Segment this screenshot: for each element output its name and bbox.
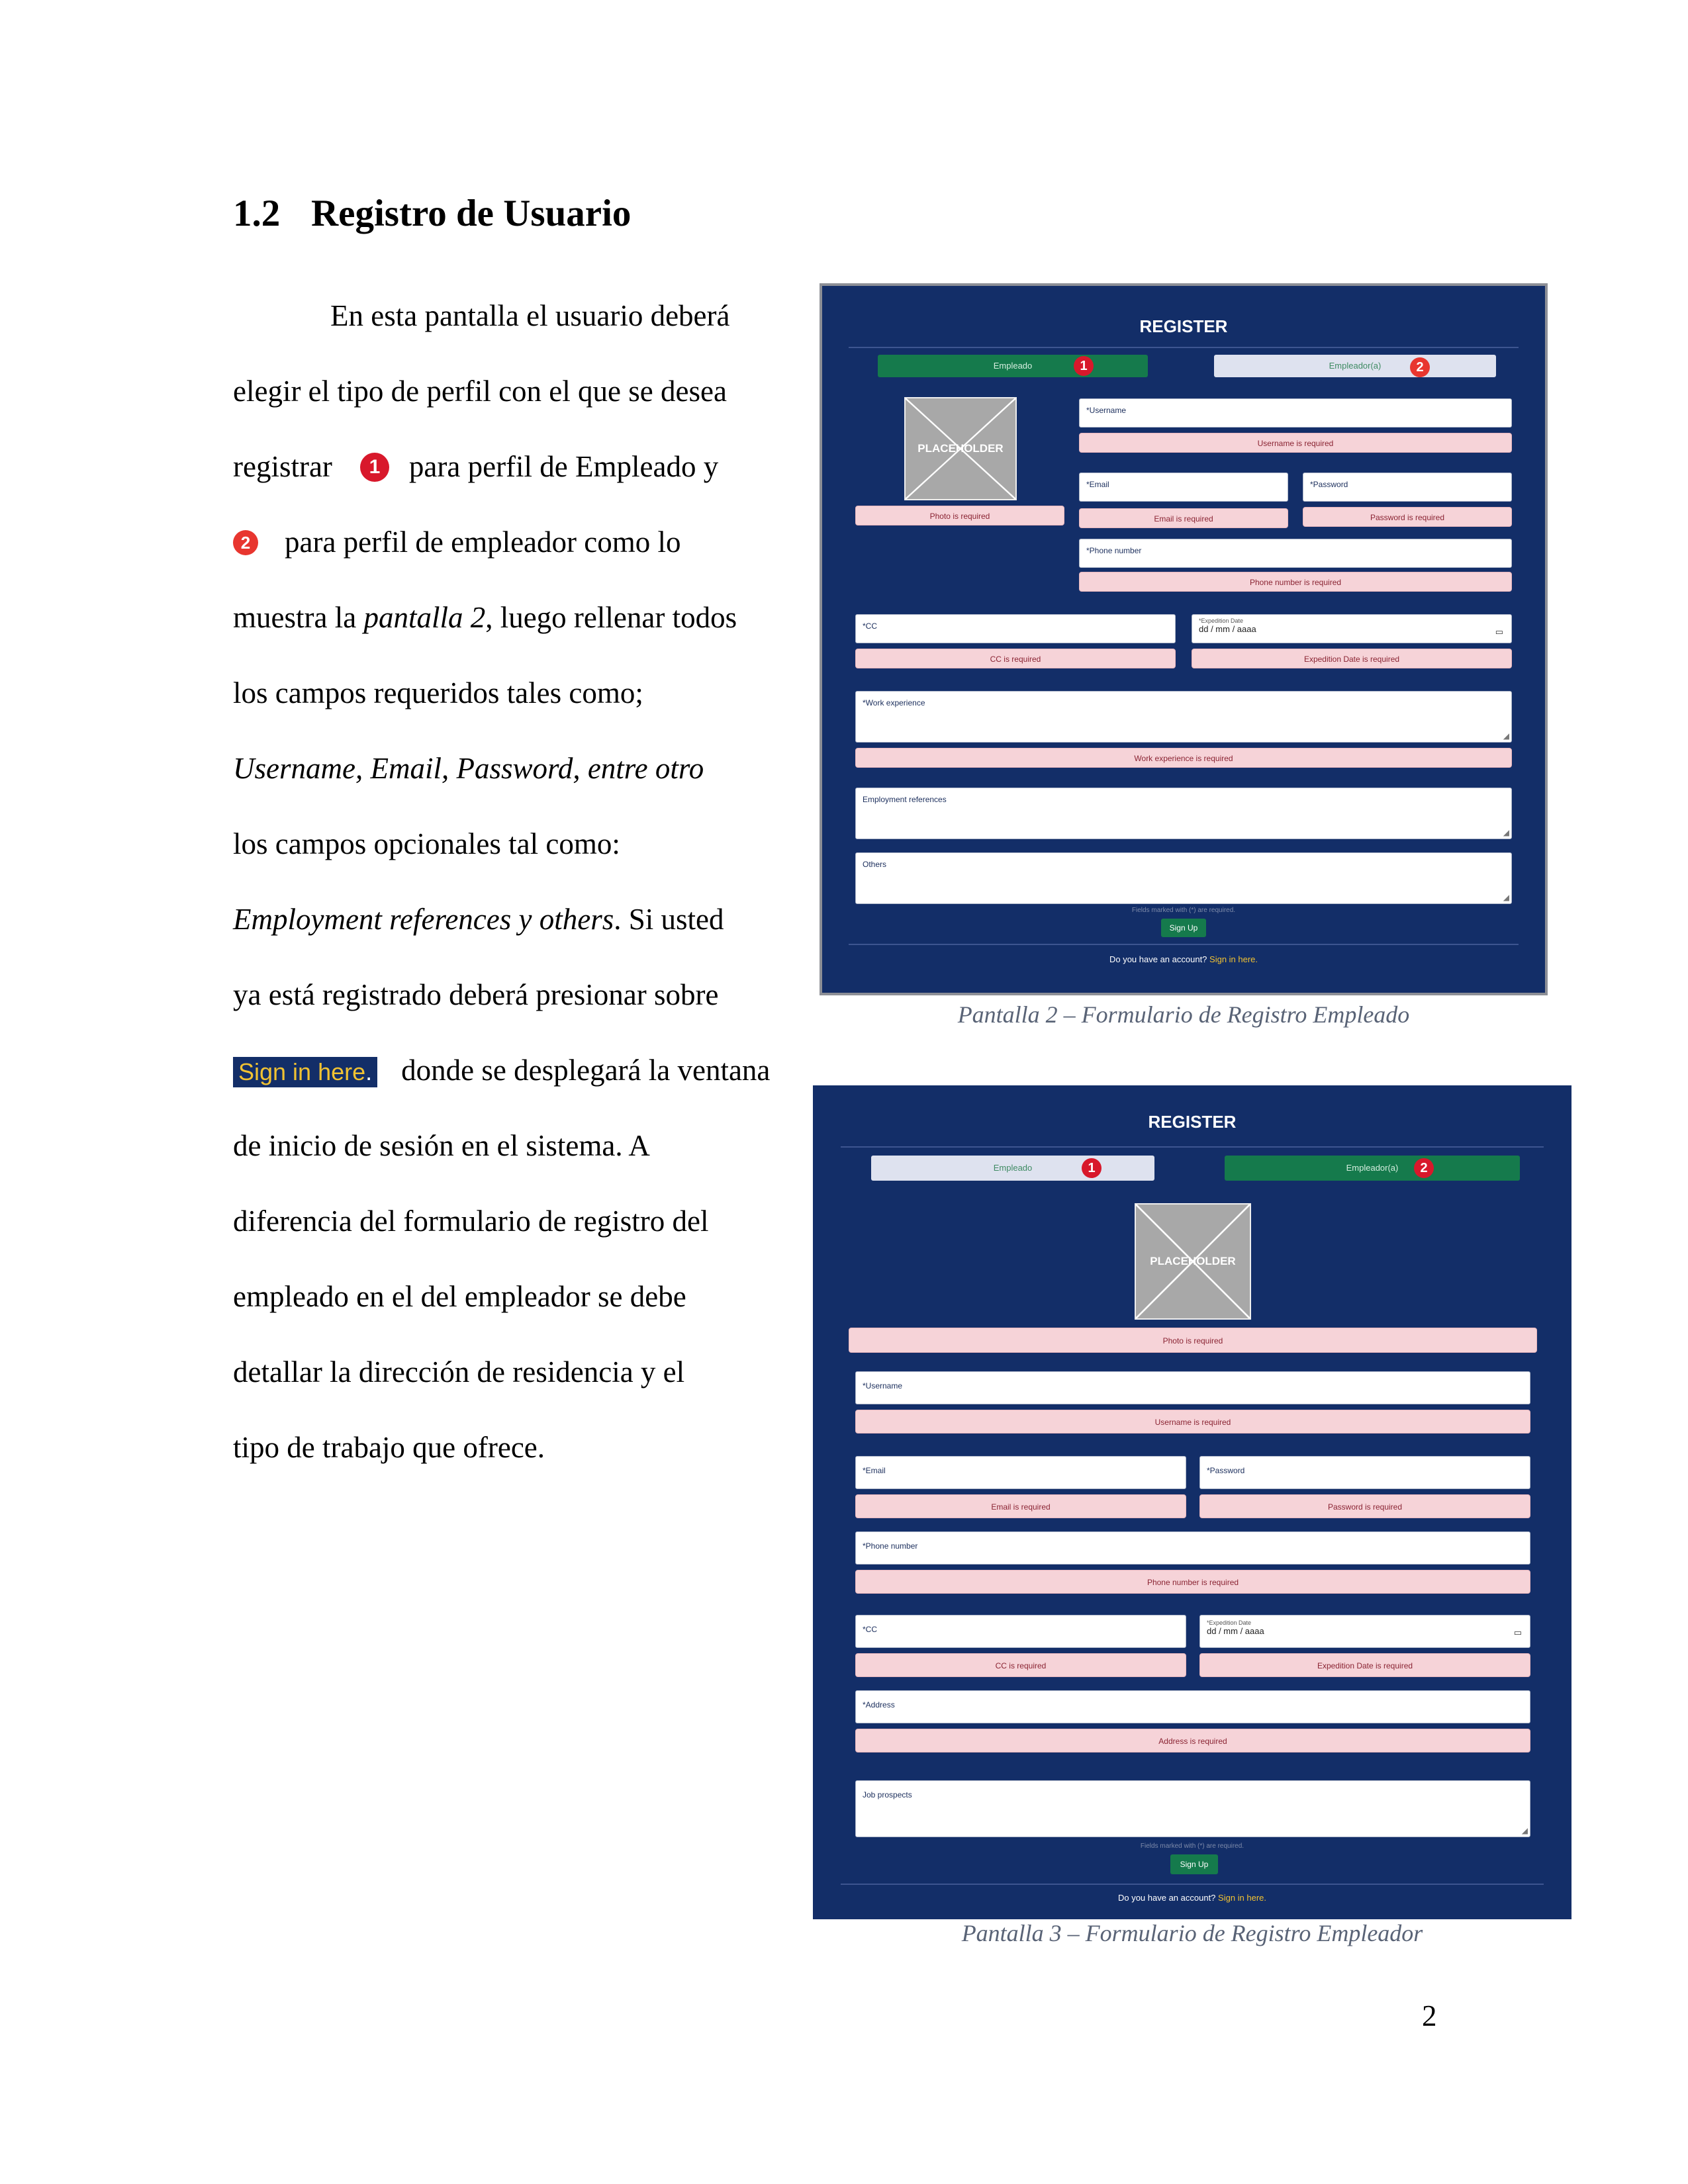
resize-grip-icon[interactable]: ◢ xyxy=(1503,731,1509,741)
others-label: Others xyxy=(863,860,887,869)
sign-in-link[interactable]: Sign in here. xyxy=(1218,1893,1267,1903)
tab-employer[interactable] xyxy=(1214,355,1496,377)
expedition-date-value: dd / mm / aaaa xyxy=(1207,1626,1264,1636)
divider xyxy=(841,1146,1544,1148)
resize-grip-icon[interactable]: ◢ xyxy=(1521,1826,1528,1835)
username-input[interactable]: *Username xyxy=(1079,398,1512,428)
badge-two-icon: 2 xyxy=(233,530,258,555)
tab-employer-label: Empleador(a) xyxy=(1329,361,1382,371)
tab-employee[interactable] xyxy=(878,355,1148,377)
text-line: elegir el tipo de perfil con el que se desea xyxy=(233,375,727,408)
email-error: Email is required xyxy=(855,1494,1186,1518)
text-span: , luego rellenar todos xyxy=(485,601,737,634)
expedition-date-error: Expedition Date is required xyxy=(1192,649,1512,668)
account-question: Do you have an account? xyxy=(1117,1893,1216,1903)
email-error: Email is required xyxy=(1079,508,1288,528)
phone-input[interactable]: *Phone number xyxy=(1079,539,1512,568)
text-span: pantalla 2 xyxy=(363,601,486,634)
text-line: En esta pantalla el usuario deberá xyxy=(330,299,730,332)
text-line xyxy=(233,580,802,655)
job-prospects-label: Job prospects xyxy=(863,1790,912,1799)
cc-input[interactable]: *CC xyxy=(855,614,1176,643)
photo-placeholder[interactable] xyxy=(1135,1203,1251,1320)
resize-grip-icon[interactable]: ◢ xyxy=(1503,828,1509,837)
text-line: de inicio de sesión en el sistema. A xyxy=(233,1129,650,1162)
text-line: los campos requeridos tales como; xyxy=(233,676,643,709)
tab-employee[interactable] xyxy=(871,1156,1154,1181)
phone-error: Phone number is required xyxy=(1079,572,1512,592)
password-input[interactable]: *Password xyxy=(1199,1456,1530,1489)
account-footer xyxy=(813,1893,1571,1903)
sign-in-link[interactable]: Sign in here. xyxy=(1209,954,1258,964)
text-line xyxy=(233,1032,802,1108)
photo-error: Photo is required xyxy=(849,1328,1537,1353)
badge-one-icon: 1 xyxy=(360,453,389,482)
cc-error: CC is required xyxy=(855,649,1176,668)
account-question: Do you have an account? xyxy=(1109,954,1207,964)
placeholder-label: PLACEHOLDER xyxy=(917,442,1004,455)
section-title: Registro de Usuario xyxy=(311,193,632,234)
address-error: Address is required xyxy=(855,1729,1530,1752)
username-input[interactable]: *Username xyxy=(855,1371,1530,1404)
username-error: Username is required xyxy=(1079,433,1512,453)
badge-two-icon: 2 xyxy=(1410,357,1430,377)
sign-in-link-dot: . xyxy=(365,1058,373,1085)
calendar-icon[interactable]: ▭ xyxy=(1495,627,1503,637)
username-error: Username is required xyxy=(855,1410,1530,1433)
email-input[interactable]: *Email xyxy=(855,1456,1186,1489)
divider xyxy=(849,944,1519,945)
sign-up-button[interactable]: Sign Up xyxy=(1170,1854,1218,1874)
text-line xyxy=(233,731,802,806)
photo-placeholder[interactable] xyxy=(904,397,1017,500)
sign-in-link[interactable] xyxy=(233,1057,377,1087)
section-heading xyxy=(233,192,631,235)
sign-in-link-text: Sign in here xyxy=(238,1058,366,1085)
calendar-icon[interactable]: ▭ xyxy=(1513,1627,1522,1637)
text-span: . Si usted xyxy=(614,903,724,936)
job-prospects-textarea[interactable] xyxy=(855,1780,1530,1837)
badge-two-icon: 2 xyxy=(1414,1158,1434,1178)
phone-error: Phone number is required xyxy=(855,1570,1530,1594)
expedition-date-error: Expedition Date is required xyxy=(1199,1653,1530,1677)
password-error: Password is required xyxy=(1199,1494,1530,1518)
divider xyxy=(841,1884,1544,1885)
text-line: diferencia del formulario de registro del xyxy=(233,1205,709,1238)
text-line xyxy=(233,882,802,957)
text-line: detallar la dirección de residencia y el xyxy=(233,1355,685,1388)
form-title: REGISTER xyxy=(1139,316,1228,336)
expedition-date-label: *Expedition Date xyxy=(1199,617,1244,624)
work-experience-label: *Work experience xyxy=(863,698,925,707)
badge-one-icon: 1 xyxy=(1082,1158,1102,1178)
text-span: para perfil de empleador como lo xyxy=(285,525,681,559)
others-textarea[interactable] xyxy=(855,852,1512,904)
text-line: tipo de trabajo que ofrece. xyxy=(233,1431,545,1464)
phone-input[interactable]: *Phone number xyxy=(855,1531,1530,1565)
tab-employee-label: Empleado xyxy=(993,361,1033,371)
tab-employer-label: Empleador(a) xyxy=(1346,1163,1399,1173)
expedition-date-label: *Expedition Date xyxy=(1207,1619,1252,1626)
text-line xyxy=(233,429,802,504)
page-number: 2 xyxy=(1422,1999,1437,2032)
text-span: donde se desplegará la ventana xyxy=(401,1054,771,1087)
placeholder-label: PLACEHOLDER xyxy=(1150,1255,1236,1267)
photo-error: Photo is required xyxy=(855,506,1064,525)
expedition-date-input[interactable] xyxy=(1192,614,1512,643)
screenshot-employee-form xyxy=(820,283,1548,995)
employment-references-textarea[interactable] xyxy=(855,788,1512,839)
email-input[interactable]: *Email xyxy=(1079,473,1288,502)
cc-input[interactable]: *CC xyxy=(855,1615,1186,1648)
required-note: Fields marked with (*) are required. xyxy=(1140,1843,1244,1850)
badge-one-icon: 1 xyxy=(1074,356,1094,376)
caption-pantalla-3: Pantalla 3 – Formulario de Registro Empleador xyxy=(961,1920,1423,1946)
password-error: Password is required xyxy=(1303,507,1512,527)
text-line: empleado en el del empleador se debe xyxy=(233,1280,686,1313)
section-number: 1.2 xyxy=(233,193,281,234)
cc-error: CC is required xyxy=(855,1653,1186,1677)
required-note: Fields marked with (*) are required. xyxy=(1131,907,1236,914)
text-span: Username, Email, Password, entre otro xyxy=(233,752,704,785)
tab-employer[interactable] xyxy=(1225,1156,1520,1181)
expedition-date-input[interactable] xyxy=(1199,1615,1530,1648)
employment-references-label: Employment references xyxy=(863,795,947,804)
text-line xyxy=(233,504,802,580)
text-span: Employment references y others xyxy=(233,903,614,936)
text-span: registrar xyxy=(233,450,332,483)
divider xyxy=(849,347,1519,348)
tab-employee-label: Empleado xyxy=(993,1163,1033,1173)
account-footer xyxy=(822,954,1545,964)
text-line: ya está registrado deberá presionar sobre xyxy=(233,978,719,1011)
address-input[interactable]: *Address xyxy=(855,1690,1530,1723)
work-experience-error: Work experience is required xyxy=(855,748,1512,768)
password-input[interactable]: *Password xyxy=(1303,473,1512,502)
body-paragraph xyxy=(233,278,802,1485)
expedition-date-value: dd / mm / aaaa xyxy=(1199,624,1256,634)
text-span: muestra la xyxy=(233,601,364,634)
text-line: los campos opcionales tal como: xyxy=(233,827,620,860)
screenshot-employer-form xyxy=(813,1085,1571,1919)
form-title: REGISTER xyxy=(1148,1112,1237,1132)
caption-pantalla-2: Pantalla 2 – Formulario de Registro Empleado xyxy=(957,1001,1410,1028)
text-span: para perfil de Empleado y xyxy=(408,450,719,483)
sign-up-button[interactable]: Sign Up xyxy=(1161,919,1206,937)
resize-grip-icon[interactable]: ◢ xyxy=(1503,893,1509,902)
work-experience-textarea[interactable] xyxy=(855,691,1512,743)
